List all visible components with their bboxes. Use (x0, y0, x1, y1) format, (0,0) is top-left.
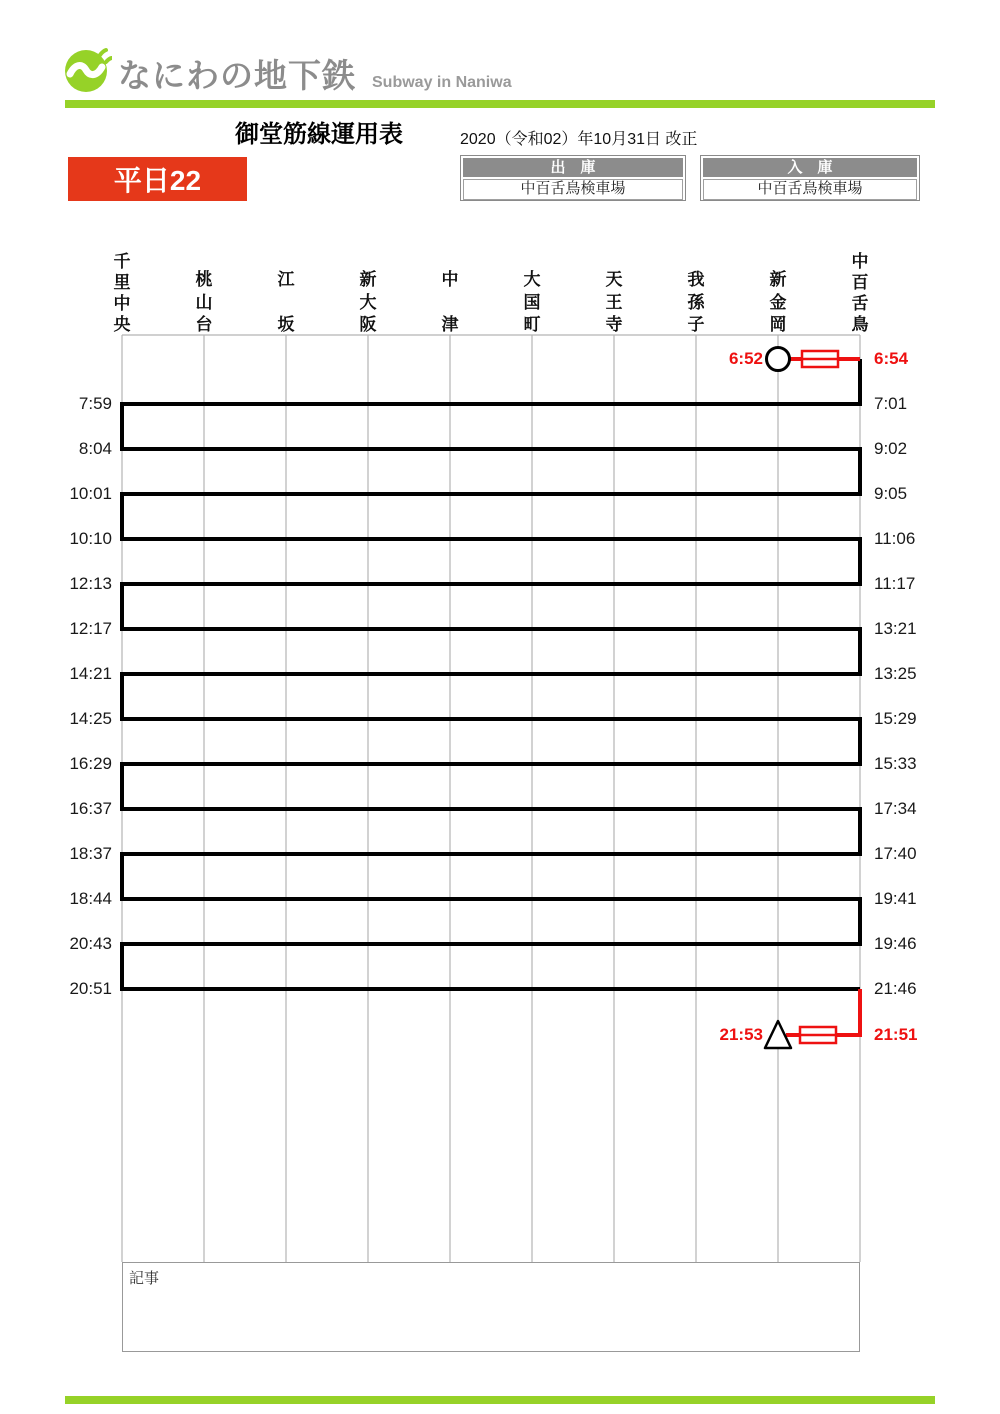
depot-time-label: 6:54 (874, 349, 909, 368)
duty-badge: 平日22 (68, 157, 247, 201)
train-run-path (122, 359, 860, 989)
trip-time-label: 7:59 (78, 394, 112, 413)
station-label: 大 国 町 (523, 270, 541, 334)
trip-time-label: 15:29 (874, 709, 917, 728)
trip-time-label: 7:01 (874, 394, 908, 413)
depot-in-header: 入 庫 (703, 158, 917, 177)
station-label: 桃 山 台 (195, 270, 213, 334)
trip-time-label: 20:51 (69, 979, 112, 998)
depot-out-value: 中百舌鳥検車場 (463, 179, 683, 200)
depot-in-value: 中百舌鳥検車場 (703, 179, 917, 200)
trip-time-label: 18:44 (69, 889, 112, 908)
station-label: 中 津 (441, 270, 459, 334)
trip-time-label: 13:25 (874, 664, 917, 683)
revision-date: 2020（令和02）年10月31日 改正 (460, 131, 698, 148)
trip-time-label: 9:05 (874, 484, 908, 503)
brand-name: なにわの地下鉄 (118, 57, 356, 94)
trip-time-label: 17:34 (874, 799, 917, 818)
station-label: 中 百 舌 鳥 (851, 252, 869, 334)
trip-time-label: 17:40 (874, 844, 917, 863)
trip-time-label: 11:17 (874, 574, 916, 593)
footer-divider-bar (65, 1396, 935, 1404)
trip-time-label: 8:04 (78, 439, 112, 458)
trip-time-label: 16:37 (69, 799, 112, 818)
trip-time-label: 12:13 (69, 574, 112, 593)
depot-time-label: 21:51 (874, 1025, 918, 1044)
station-label: 新 大 阪 (359, 270, 377, 334)
trip-time-label: 10:01 (69, 484, 112, 503)
notes-box (122, 1262, 860, 1352)
trip-time-label: 10:10 (69, 529, 112, 548)
trip-time-label: 11:06 (874, 529, 916, 548)
notes-label: 記事 (129, 1270, 160, 1287)
station-label: 我 孫 子 (687, 270, 705, 334)
station-label: 天 王 寺 (605, 270, 623, 334)
pull-out-circle-icon (767, 348, 790, 371)
depot-out-header: 出 庫 (463, 158, 683, 177)
depot-time-label: 6:52 (728, 349, 763, 368)
trip-time-label: 20:43 (69, 934, 112, 953)
trip-time-label: 14:21 (69, 664, 112, 683)
station-label: 江 坂 (277, 270, 295, 334)
trip-time-label: 14:25 (69, 709, 112, 728)
depot-time-label: 21:53 (719, 1025, 763, 1044)
page-title: 御堂筋線運用表 (235, 121, 403, 148)
trip-time-label: 18:37 (69, 844, 112, 863)
station-label: 千 里 中 央 (113, 252, 131, 334)
brand-subtitle: Subway in Naniwa (372, 74, 512, 91)
trip-time-label: 13:21 (874, 619, 917, 638)
trip-time-label: 12:17 (69, 619, 112, 638)
trip-time-label: 16:29 (69, 754, 112, 773)
trip-time-label: 9:02 (874, 439, 908, 458)
station-label: 新 金 岡 (769, 270, 787, 334)
trip-time-label: 21:46 (874, 979, 917, 998)
trip-time-label: 19:41 (874, 889, 917, 908)
trip-time-label: 15:33 (874, 754, 917, 773)
trip-time-label: 19:46 (874, 934, 917, 953)
